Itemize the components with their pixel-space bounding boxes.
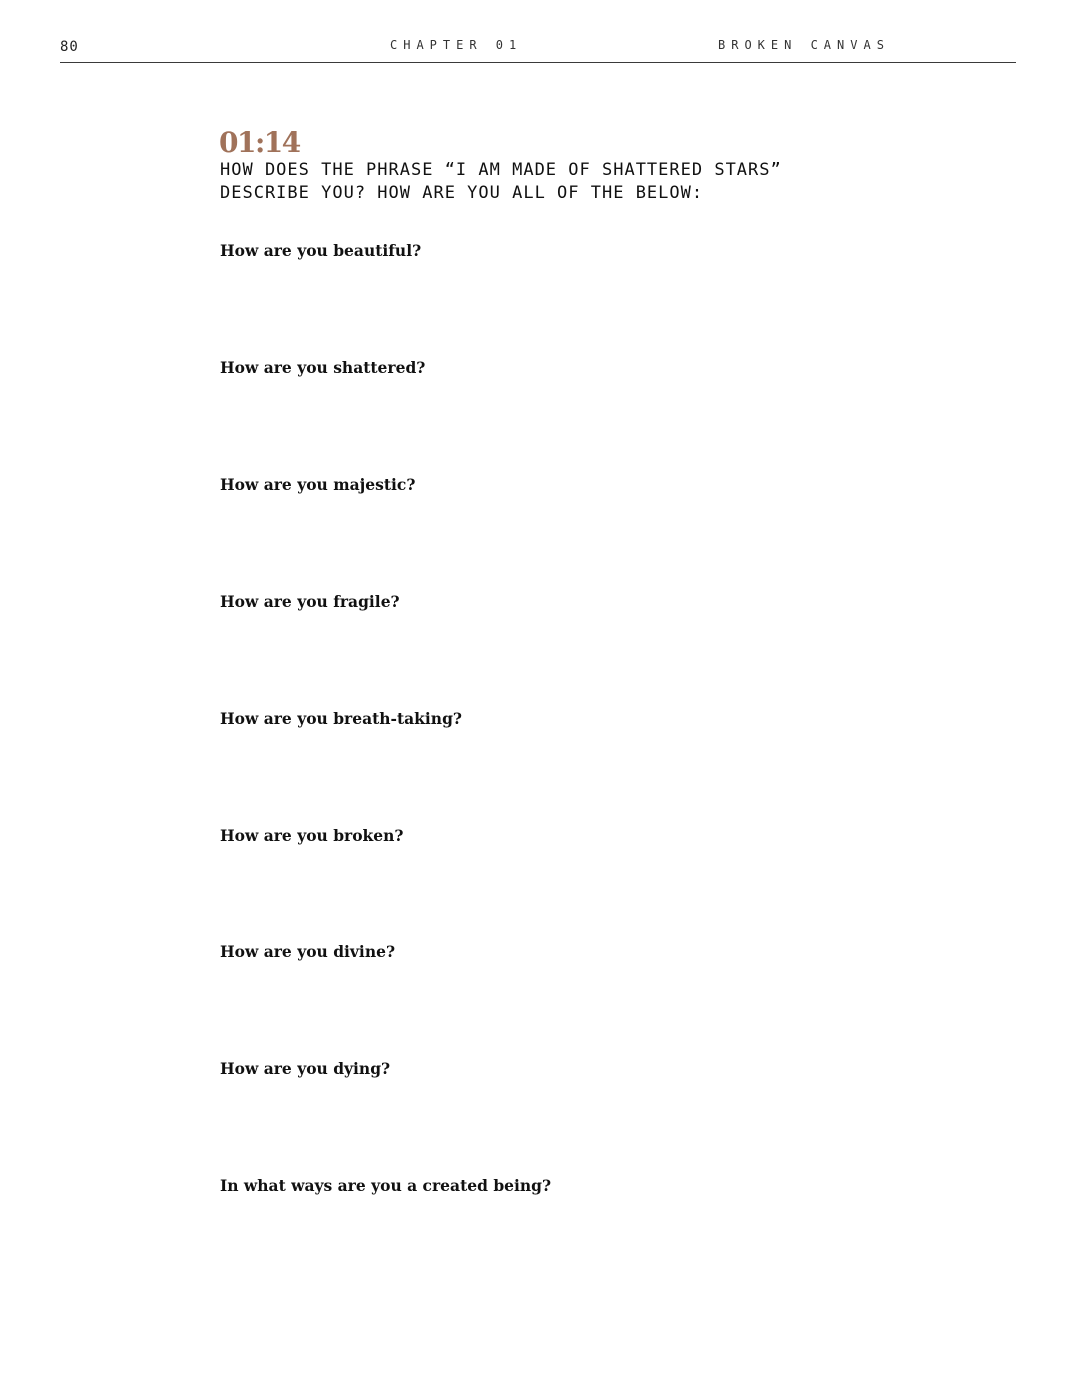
prompt-line: HOW DOES THE PHRASE “I AM MADE OF SHATTERED STARS” [220, 160, 782, 180]
chapter-label: CHAPTER 01 [390, 38, 523, 52]
question-broken: How are you broken? [220, 826, 404, 845]
book-title: BROKEN CANVAS [718, 38, 890, 52]
question-majestic: How are you majestic? [220, 475, 416, 494]
section-prompt [220, 159, 840, 205]
question-divine: How are you divine? [220, 942, 396, 961]
page-number: 80 [60, 39, 79, 55]
section-number: 01:14 [219, 126, 300, 159]
question-shattered: How are you shattered? [220, 358, 426, 377]
question-created-being: In what ways are you a created being? [220, 1176, 552, 1195]
question-fragile: How are you fragile? [220, 592, 400, 611]
question-dying: How are you dying? [220, 1059, 391, 1078]
question-beautiful: How are you beautiful? [220, 241, 422, 260]
question-breath-taking: How are you breath-taking? [220, 709, 462, 728]
prompt-line: DESCRIBE YOU? HOW ARE YOU ALL OF THE BELOW: [220, 183, 704, 203]
page-header [60, 0, 1016, 63]
